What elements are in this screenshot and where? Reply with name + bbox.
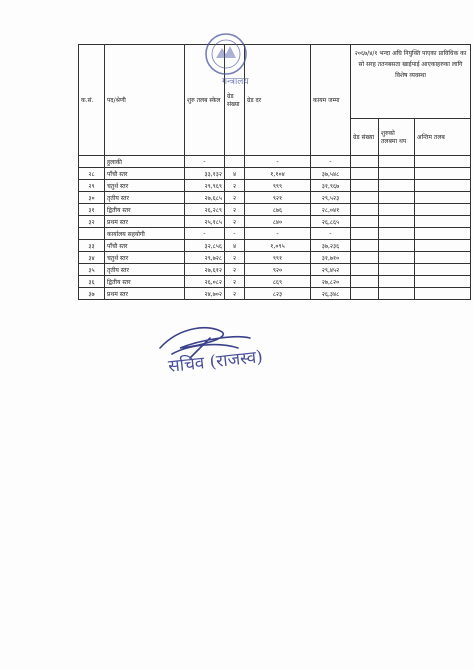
- header-sn: क.सं.: [79, 45, 105, 156]
- empty-cell: [351, 180, 379, 192]
- seal-text: गन्त्रालय: [222, 77, 249, 87]
- cell-sn: २९: [79, 180, 105, 192]
- cell-total: २६,८६५: [311, 216, 351, 228]
- cell-grade: ४: [225, 168, 245, 180]
- empty-cell: [351, 252, 379, 264]
- header-grade-count: ग्रेड संख्या: [225, 45, 245, 156]
- cell-total: ३७,५४८: [311, 168, 351, 180]
- empty-cell: [415, 168, 471, 180]
- table-row: [79, 216, 471, 228]
- table-row: [79, 276, 471, 288]
- cell-post: पाँचौ स्तर: [105, 168, 185, 180]
- empty-cell: [415, 228, 471, 240]
- table-row: [79, 264, 471, 276]
- table-body: [79, 156, 471, 300]
- cell-rate: ९९१: [245, 252, 311, 264]
- empty-cell: [379, 204, 415, 216]
- cell-rate: ९२१: [245, 192, 311, 204]
- table-row: [79, 168, 471, 180]
- empty-cell: [379, 180, 415, 192]
- empty-cell: [415, 156, 471, 168]
- cell-rate: १,०९५: [245, 240, 311, 252]
- cell-post: पाँचौ स्तर: [105, 240, 185, 252]
- cell-grade: २: [225, 204, 245, 216]
- cell-total: २६,३४८: [311, 288, 351, 300]
- cell-post: प्रथम स्तर: [105, 288, 185, 300]
- empty-cell: [415, 240, 471, 252]
- header-sub-final: अन्तिम तलब: [415, 119, 471, 156]
- cell-sn: ३३: [79, 240, 105, 252]
- section-value-cell: -: [311, 228, 351, 240]
- cell-post: द्वितीय स्तर: [105, 276, 185, 288]
- header-scale: शुरु तलब स्केल: [185, 45, 225, 156]
- cell-sn: ३१: [79, 204, 105, 216]
- cell-scale: ३२,८५६: [185, 240, 225, 252]
- cell-total: ३१,९६७: [311, 180, 351, 192]
- section-value-cell: -: [245, 156, 311, 168]
- empty-cell: [351, 228, 379, 240]
- cell-rate: ९९९: [245, 180, 311, 192]
- header-sub-start: शुरुको तलबमा थप: [379, 119, 415, 156]
- cell-scale: ३३,१३२: [185, 168, 225, 180]
- empty-cell: [351, 192, 379, 204]
- empty-cell: [351, 168, 379, 180]
- section-title: कार्यालय सहयोगी: [105, 228, 185, 240]
- section-value-cell: -: [185, 156, 225, 168]
- empty-cell: [415, 276, 471, 288]
- cell-scale: २७,६१२: [185, 264, 225, 276]
- empty-cell: [351, 264, 379, 276]
- cell-scale: २९,७२८: [185, 252, 225, 264]
- office-seal: [196, 30, 260, 88]
- cell-scale: २९,९६९: [185, 180, 225, 192]
- cell-total: २८,०४१: [311, 204, 351, 216]
- cell-post: तृतीय स्तर: [105, 192, 185, 204]
- empty-cell: [415, 264, 471, 276]
- cell-scale: २६,२८९: [185, 204, 225, 216]
- table-row: [79, 240, 471, 252]
- section-sn-cell: [79, 156, 105, 168]
- empty-cell: [379, 252, 415, 264]
- section-row: [79, 228, 471, 240]
- cell-total: ३१,७१०: [311, 252, 351, 264]
- empty-cell: [415, 252, 471, 264]
- cell-scale: २४,७०२: [185, 288, 225, 300]
- cell-sn: ३२: [79, 216, 105, 228]
- header-special-provision: २०६७/४/१ भन्दा अघि नियुक्ति पाएका प्राविधिक का सो सरह ततनबसता खाईपाई आएकाहरुका लागि विशेष व्यवस्था: [351, 45, 471, 119]
- empty-cell: [379, 264, 415, 276]
- empty-cell: [351, 204, 379, 216]
- cell-rate: १,१०४: [245, 168, 311, 180]
- empty-cell: [415, 192, 471, 204]
- empty-cell: [351, 288, 379, 300]
- cell-grade: २: [225, 276, 245, 288]
- section-title: हुलाकी: [105, 156, 185, 168]
- empty-cell: [415, 204, 471, 216]
- cell-grade: २: [225, 180, 245, 192]
- empty-cell: [415, 288, 471, 300]
- header-post: पद/श्रेणी: [105, 45, 185, 156]
- cell-grade: २: [225, 216, 245, 228]
- section-sn-cell: [79, 228, 105, 240]
- table-row: [79, 180, 471, 192]
- signature-title: सचिव (राजस्व): [167, 347, 264, 377]
- section-row: [79, 156, 471, 168]
- section-value-cell: -: [225, 228, 245, 240]
- empty-cell: [415, 180, 471, 192]
- empty-cell: [379, 288, 415, 300]
- cell-sn: ३६: [79, 276, 105, 288]
- empty-cell: [379, 228, 415, 240]
- empty-cell: [351, 240, 379, 252]
- cell-sn: ३७: [79, 288, 105, 300]
- cell-grade: २: [225, 264, 245, 276]
- cell-post: द्वितीय स्तर: [105, 204, 185, 216]
- cell-scale: २७,६८५: [185, 192, 225, 204]
- cell-grade: २: [225, 288, 245, 300]
- empty-cell: [415, 216, 471, 228]
- cell-post: चतुर्थ स्तर: [105, 180, 185, 192]
- cell-rate: ८२३: [245, 288, 311, 300]
- empty-cell: [379, 216, 415, 228]
- table-row: [79, 288, 471, 300]
- cell-total: २९,४५२: [311, 264, 351, 276]
- cell-scale: २५,१८५: [185, 216, 225, 228]
- cell-total: २७,८२०: [311, 276, 351, 288]
- table-row: [79, 192, 471, 204]
- cell-rate: ८७६: [245, 204, 311, 216]
- empty-cell: [379, 156, 415, 168]
- empty-cell: [351, 276, 379, 288]
- empty-cell: [379, 240, 415, 252]
- section-value-cell: -: [245, 228, 311, 240]
- cell-sn: ३०: [79, 192, 105, 204]
- cell-total: ३७,२३६: [311, 240, 351, 252]
- cell-sn: २८: [79, 168, 105, 180]
- header-total: कायम जम्मा: [311, 45, 351, 156]
- salary-table: [78, 44, 471, 300]
- cell-rate: ८६९: [245, 276, 311, 288]
- header-sub-grade: ग्रेड संख्या: [351, 119, 379, 156]
- section-value-cell: -: [311, 156, 351, 168]
- cell-sn: ३४: [79, 252, 105, 264]
- empty-cell: [379, 276, 415, 288]
- cell-rate: ९२०: [245, 264, 311, 276]
- cell-grade: २: [225, 192, 245, 204]
- cell-grade: ४: [225, 240, 245, 252]
- cell-grade: २: [225, 252, 245, 264]
- empty-cell: [379, 168, 415, 180]
- cell-post: तृतीय स्तर: [105, 264, 185, 276]
- cell-scale: २६,०८२: [185, 276, 225, 288]
- empty-cell: [351, 156, 379, 168]
- cell-post: प्रथम स्तर: [105, 216, 185, 228]
- cell-sn: ३५: [79, 264, 105, 276]
- cell-rate: ८४०: [245, 216, 311, 228]
- empty-cell: [379, 192, 415, 204]
- cell-total: २९,५२३: [311, 192, 351, 204]
- section-value-cell: [225, 156, 245, 168]
- section-value-cell: -: [185, 228, 225, 240]
- table-row: [79, 252, 471, 264]
- table-row: [79, 204, 471, 216]
- header-grade-rate: ग्रेड दर: [245, 45, 311, 156]
- empty-cell: [351, 216, 379, 228]
- cell-post: चतुर्थ स्तर: [105, 252, 185, 264]
